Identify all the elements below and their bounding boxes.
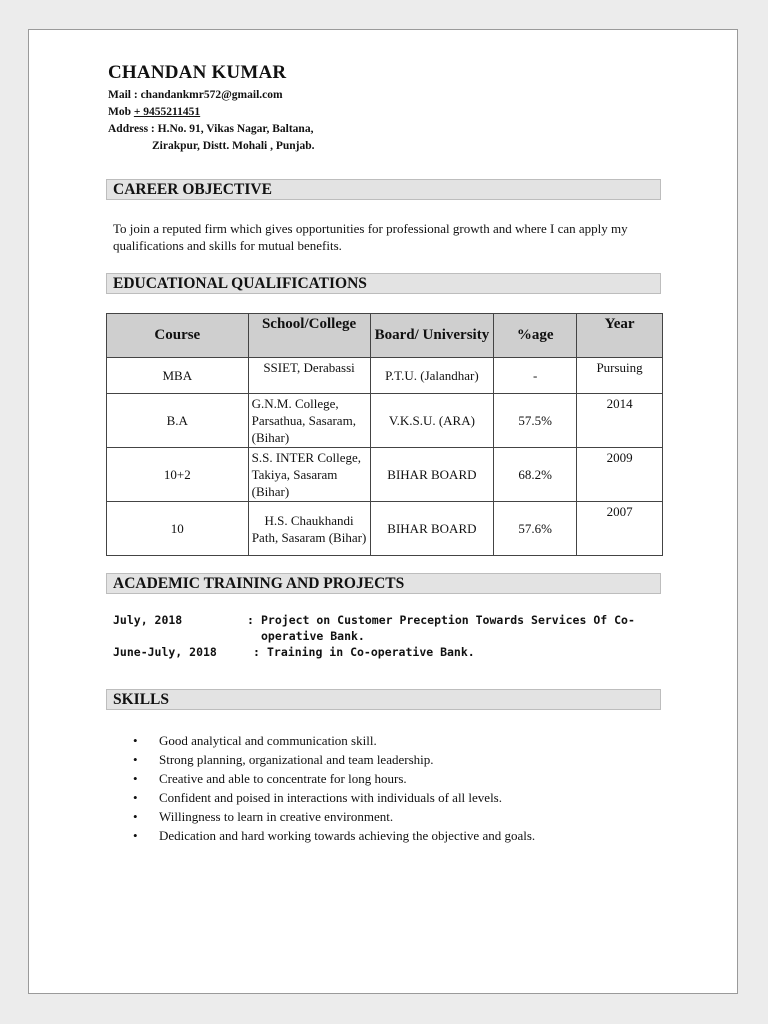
training-item <box>113 612 647 644</box>
list-item <box>129 750 535 769</box>
training-date: June-July, 2018 <box>113 645 217 659</box>
cell-course: 10+2 <box>107 448 249 502</box>
cell-percentage: - <box>494 358 577 394</box>
table-header-row <box>107 314 663 358</box>
bullet-icon: • <box>133 771 138 786</box>
skill-text: Willingness to learn in creative environment. <box>159 809 394 824</box>
cell-percentage: 68.2% <box>494 448 577 502</box>
bullet-icon: • <box>133 828 138 843</box>
section-educational-qualifications: EDUCATIONAL QUALIFICATIONS <box>106 273 661 294</box>
address-line-1 <box>108 121 315 138</box>
mail-label: Mail : <box>108 89 141 101</box>
address-line-2: Zirakpur, Distt. Mohali , Punjab. <box>152 140 315 152</box>
mail-line <box>108 87 315 104</box>
cell-year: 2007 <box>577 502 663 556</box>
table-row <box>107 394 663 448</box>
bullet-icon: • <box>133 752 138 767</box>
list-item <box>129 807 535 826</box>
cell-school: H.S. Chaukhandi Path, Sasaram (Bihar) <box>248 502 370 556</box>
skills-list <box>129 731 535 845</box>
cell-year: 2014 <box>577 394 663 448</box>
skill-text: Good analytical and communication skill. <box>159 733 377 748</box>
list-item <box>129 788 535 807</box>
bullet-icon: • <box>133 790 138 805</box>
contact-block <box>108 87 315 155</box>
table-row <box>107 448 663 502</box>
career-objective-text: To join a reputed firm which gives opportunities for professional growth and where I can apply my qualifications and skills for mutual benefits. <box>113 221 628 253</box>
mob-label: Mob <box>108 106 134 118</box>
training-date: July, 2018 <box>113 613 183 627</box>
address-label: Address : <box>108 123 158 135</box>
cell-board: V.K.S.U. (ARA) <box>370 394 494 448</box>
skill-text: Dedication and hard working towards achieving the objective and goals. <box>159 828 536 843</box>
section-academic-training: ACADEMIC TRAINING AND PROJECTS <box>106 573 661 594</box>
col-header-percentage: %age <box>494 314 577 358</box>
resume-page <box>28 29 738 994</box>
col-header-year: Year <box>577 314 663 358</box>
cell-year: 2009 <box>577 448 663 502</box>
mail-value: chandankmr572@gmail.com <box>140 89 283 101</box>
section-skills: SKILLS <box>106 689 661 710</box>
skill-text: Strong planning, organizational and team leadership. <box>159 752 434 767</box>
col-header-school: School/College <box>248 314 370 358</box>
address-value-1: H.No. 91, Vikas Nagar, Baltana, <box>157 123 314 135</box>
education-table <box>106 313 663 556</box>
bullet-icon: • <box>133 733 138 748</box>
list-item <box>129 769 535 788</box>
list-item <box>129 826 535 845</box>
cell-course: 10 <box>107 502 249 556</box>
mob-line <box>108 104 315 121</box>
mob-value: + 9455211451 <box>133 106 201 118</box>
bullet-icon: • <box>133 809 138 824</box>
training-colon: : <box>247 613 254 627</box>
table-row <box>107 358 663 394</box>
list-item <box>129 731 535 750</box>
cell-year: Pursuing <box>577 358 663 394</box>
col-header-course: Course <box>107 314 249 358</box>
skill-text: Creative and able to concentrate for long hours. <box>159 771 407 786</box>
candidate-name: CHANDAN KUMAR <box>108 62 287 83</box>
training-list <box>113 612 647 660</box>
cell-course: MBA <box>107 358 249 394</box>
cell-course: B.A <box>107 394 249 448</box>
cell-percentage: 57.6% <box>494 502 577 556</box>
skill-text: Confident and poised in interactions with individuals of all levels. <box>159 790 502 805</box>
section-career-objective: CAREER OBJECTIVE <box>106 179 661 200</box>
training-description: Project on Customer Preception Towards Services Of Co-operative Bank. <box>261 613 635 643</box>
cell-board: P.T.U. (Jalandhar) <box>370 358 494 394</box>
cell-percentage: 57.5% <box>494 394 577 448</box>
cell-school: G.N.M. College, Parsathua, Sasaram, (Bihar) <box>248 394 370 448</box>
table-row <box>107 502 663 556</box>
cell-school: S.S. INTER College, Takiya, Sasaram (Bihar) <box>248 448 370 502</box>
training-description: Training in Co-operative Bank. <box>267 645 475 659</box>
training-item <box>113 644 647 660</box>
training-colon: : <box>253 645 260 659</box>
cell-school: SSIET, Derabassi <box>248 358 370 394</box>
col-header-board: Board/ University <box>370 314 494 358</box>
cell-board: BIHAR BOARD <box>370 448 494 502</box>
cell-board: BIHAR BOARD <box>370 502 494 556</box>
